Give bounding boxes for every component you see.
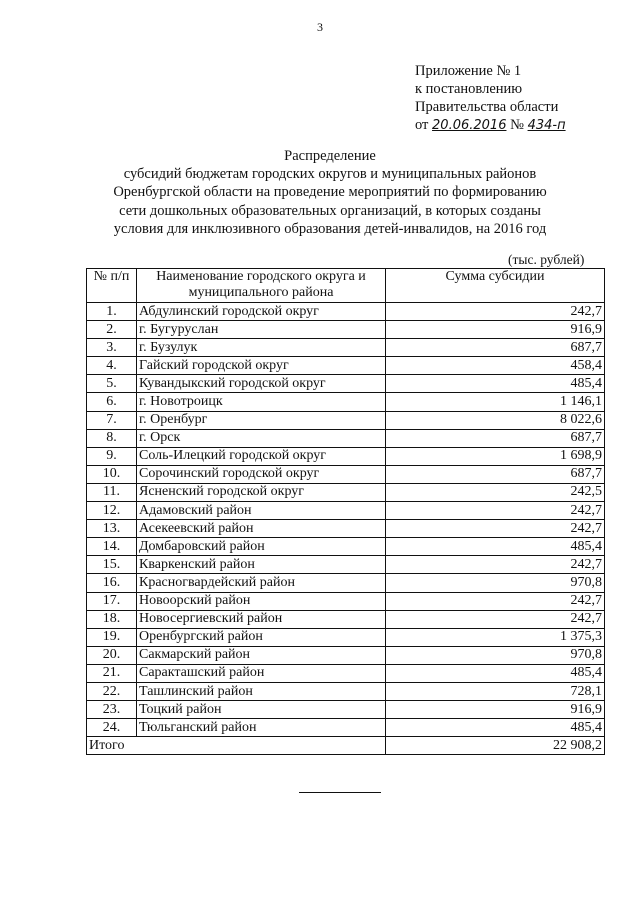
- district-name: Ясненский городской округ: [137, 483, 386, 501]
- table-row: [87, 701, 605, 719]
- subsidy-amount: 916,9: [386, 321, 605, 339]
- table-row: [87, 520, 605, 538]
- table-row: [87, 719, 605, 737]
- district-name: Саракташский район: [137, 664, 386, 682]
- row-number: 9.: [87, 447, 137, 465]
- table-row: [87, 447, 605, 465]
- subsidy-amount: 8 022,6: [386, 411, 605, 429]
- resolution-label: к постановлению: [415, 81, 523, 97]
- subsidy-amount: 1 698,9: [386, 447, 605, 465]
- header-name: Наименование городского округа и муниципального района: [137, 269, 386, 303]
- table-row: [87, 429, 605, 447]
- title-line: Распределение: [284, 148, 376, 164]
- row-number: 20.: [87, 646, 137, 664]
- district-name: Сорочинский городской округ: [137, 465, 386, 483]
- title-line: Оренбургской области на проведение мероприятий по формированию: [113, 184, 547, 201]
- document-title: [60, 147, 600, 238]
- subsidy-amount: 1 146,1: [386, 393, 605, 411]
- table-row: [87, 393, 605, 411]
- district-name: Красногвардейский район: [137, 574, 386, 592]
- row-number: 16.: [87, 574, 137, 592]
- subsidy-amount: 1 375,3: [386, 628, 605, 646]
- row-number: 11.: [87, 483, 137, 501]
- approval-block: [415, 62, 566, 135]
- table-row: [87, 574, 605, 592]
- table-row: [87, 465, 605, 483]
- row-number: 21.: [87, 664, 137, 682]
- table-row: [87, 357, 605, 375]
- district-name: Новоорский район: [137, 592, 386, 610]
- district-name: Новосергиевский район: [137, 610, 386, 628]
- subsidy-amount: 485,4: [386, 719, 605, 737]
- page-number: 3: [317, 20, 323, 34]
- table-row: [87, 411, 605, 429]
- subsidy-amount: 485,4: [386, 375, 605, 393]
- row-number: 4.: [87, 357, 137, 375]
- table-row: [87, 375, 605, 393]
- district-name: Кувандыкский городской округ: [137, 375, 386, 393]
- row-number: 8.: [87, 429, 137, 447]
- district-name: Тоцкий район: [137, 701, 386, 719]
- district-name: Соль-Илецкий городской округ: [137, 447, 386, 465]
- district-name: Асекеевский район: [137, 520, 386, 538]
- row-number: 24.: [87, 719, 137, 737]
- row-number: 3.: [87, 339, 137, 357]
- row-number: 6.: [87, 393, 137, 411]
- subsidy-amount: 687,7: [386, 339, 605, 357]
- district-name: Тюльганский район: [137, 719, 386, 737]
- subsidy-amount: 242,5: [386, 483, 605, 501]
- subsidy-amount: 242,7: [386, 303, 605, 321]
- subsidy-amount: 485,4: [386, 664, 605, 682]
- table-row: [87, 664, 605, 682]
- subsidy-amount: 242,7: [386, 502, 605, 520]
- row-number: 13.: [87, 520, 137, 538]
- table-row: [87, 303, 605, 321]
- district-name: Ташлинский район: [137, 682, 386, 700]
- total-label: Итого: [87, 737, 386, 755]
- row-number: 14.: [87, 538, 137, 556]
- table-row: [87, 592, 605, 610]
- row-number: 17.: [87, 592, 137, 610]
- header-num: № п/п: [87, 269, 137, 303]
- district-name: Сакмарский район: [137, 646, 386, 664]
- district-name: Абдулинский городской округ: [137, 303, 386, 321]
- table-row: [87, 628, 605, 646]
- table-header-row: [87, 269, 605, 303]
- subsidy-table: [86, 268, 605, 755]
- subsidy-amount: 970,8: [386, 574, 605, 592]
- row-number: 12.: [87, 502, 137, 520]
- district-name: Оренбургский район: [137, 628, 386, 646]
- header-amount: Сумма субсидии: [386, 269, 605, 303]
- district-name: Кваркенский район: [137, 556, 386, 574]
- title-line: сети дошкольных образовательных организаций, в которых созданы: [119, 202, 541, 219]
- subsidy-amount: 242,7: [386, 520, 605, 538]
- row-number: 15.: [87, 556, 137, 574]
- table-row: [87, 339, 605, 357]
- table-row: [87, 321, 605, 339]
- district-name: г. Бузулук: [137, 339, 386, 357]
- subsidy-amount: 485,4: [386, 538, 605, 556]
- district-name: г. Новотроицк: [137, 393, 386, 411]
- subsidy-amount: 242,7: [386, 592, 605, 610]
- row-number: 23.: [87, 701, 137, 719]
- district-name: г. Бугуруслан: [137, 321, 386, 339]
- total-row: [87, 737, 605, 755]
- row-number: 10.: [87, 465, 137, 483]
- district-name: Адамовский район: [137, 502, 386, 520]
- title-line: условия для инклюзивного образования детей-инвалидов, на 2016 год: [113, 220, 547, 237]
- table-row: [87, 646, 605, 664]
- subsidy-amount: 970,8: [386, 646, 605, 664]
- title-line: субсидий бюджетам городских округов и муниципальных районов: [123, 166, 537, 183]
- district-name: г. Оренбург: [137, 411, 386, 429]
- row-number: 7.: [87, 411, 137, 429]
- government-label: Правительства области: [415, 99, 559, 115]
- district-name: Домбаровский район: [137, 538, 386, 556]
- row-number: 19.: [87, 628, 137, 646]
- row-number: 18.: [87, 610, 137, 628]
- table-row: [87, 502, 605, 520]
- district-name: Гайский городской округ: [137, 357, 386, 375]
- table-row: [87, 483, 605, 501]
- district-name: г. Орск: [137, 429, 386, 447]
- table-row: [87, 538, 605, 556]
- date-prefix: от: [415, 117, 429, 133]
- table-row: [87, 610, 605, 628]
- end-divider: [299, 792, 381, 793]
- row-number: 22.: [87, 682, 137, 700]
- subsidy-amount: 687,7: [386, 429, 605, 447]
- units-label: (тыс. рублей): [508, 252, 585, 267]
- table-body: [87, 303, 605, 737]
- row-number: 1.: [87, 303, 137, 321]
- handwritten-number: 434-п: [527, 118, 566, 133]
- row-number: 5.: [87, 375, 137, 393]
- subsidy-amount: 687,7: [386, 465, 605, 483]
- number-prefix: №: [510, 117, 524, 133]
- row-number: 2.: [87, 321, 137, 339]
- subsidy-amount: 242,7: [386, 556, 605, 574]
- subsidy-amount: 458,4: [386, 357, 605, 375]
- subsidy-amount: 916,9: [386, 701, 605, 719]
- subsidy-amount: 728,1: [386, 682, 605, 700]
- date-number-line: [415, 116, 566, 135]
- appendix-label: Приложение № 1: [415, 63, 522, 79]
- total-amount: 22 908,2: [386, 737, 605, 755]
- table-row: [87, 556, 605, 574]
- table-row: [87, 682, 605, 700]
- handwritten-date: 20.06.2016: [432, 118, 507, 133]
- subsidy-amount: 242,7: [386, 610, 605, 628]
